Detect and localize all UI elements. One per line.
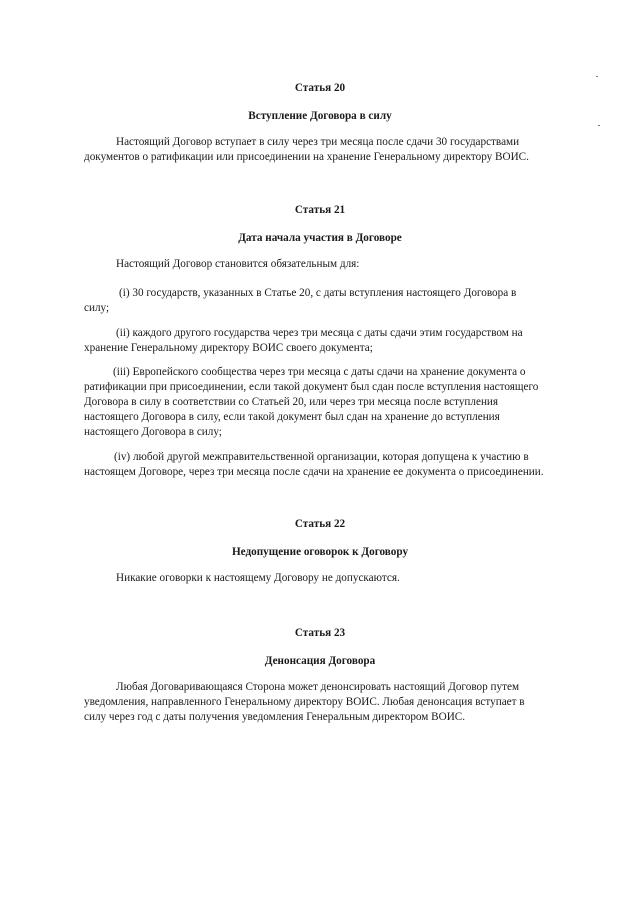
article-20-title: Вступление Договора в силу (248, 110, 392, 122)
article-21-item-ii-line: (ii) каждого другого государства через три месяца с даты сдачи этим государством на (116, 327, 523, 339)
article-20-text-line: Настоящий Договор вступает в силу через три месяца после сдачи 30 государствами (116, 136, 520, 148)
article-23-title: Денонсация Договора (264, 655, 376, 667)
article-21-item-iv-line: настоящем Договоре, через три месяца после сдачи на хранение ее документа о присоединении. (84, 466, 544, 478)
article-22-title: Недопущение оговорок к Договору (231, 546, 409, 558)
article-23-heading: Статья 23 (294, 627, 346, 639)
article-23-text-line: уведомления, направленного Генеральному директору ВОИС. Любая денонсация вступает в (84, 696, 525, 708)
article-21-item-iv-line: (iv) любой другой межправительственной организации, которая допущена к участию в (114, 451, 529, 463)
article-21-item-iii-line: Договора в силу в соответствии со Статьей 20, или через три месяца после вступления (84, 396, 499, 408)
article-21-item-iii-line: настоящего Договора в силу, если такой документ был сдан на хранение до вступления (84, 411, 500, 423)
scan-speck (596, 76, 598, 77)
article-21-item-iii-line: (iii) Европейского сообщества через три месяца с даты сдачи на хранение документа о (113, 366, 526, 378)
article-22-heading: Статья 22 (294, 518, 346, 530)
article-21-intro: Настоящий Договор становится обязательным для: (116, 258, 360, 270)
article-20-text-line: документов о ратификации или присоединении на хранение Генеральному директору ВОИС. (84, 151, 529, 163)
scan-speck (598, 125, 600, 126)
article-23-text-line: силу через год с даты получения уведомления Генеральным директором ВОИС. (84, 711, 466, 723)
article-21-heading: Статья 21 (294, 204, 346, 216)
article-23-text-line: Любая Договаривающаяся Сторона может денонсировать настоящий Договор путем (116, 681, 520, 693)
article-22-text-line: Никакие оговорки к настоящему Договору не допускаются. (116, 572, 400, 584)
article-21-item-i-line: силу; (84, 302, 110, 314)
article-20-heading: Статья 20 (294, 82, 346, 94)
article-21-item-i-line: (i) 30 государств, указанных в Статье 20, с даты вступления настоящего Договора в (119, 287, 517, 299)
article-21-item-iii-line: настоящего Договора в силу; (84, 426, 222, 438)
article-21-item-iii-line: ратификации при присоединении, если такой документ был сдан после вступления настоящего (84, 381, 539, 393)
article-21-item-ii-line: хранение Генеральному директору ВОИС своего документа; (84, 342, 373, 354)
article-21-title: Дата начала участия в Договоре (238, 232, 402, 244)
